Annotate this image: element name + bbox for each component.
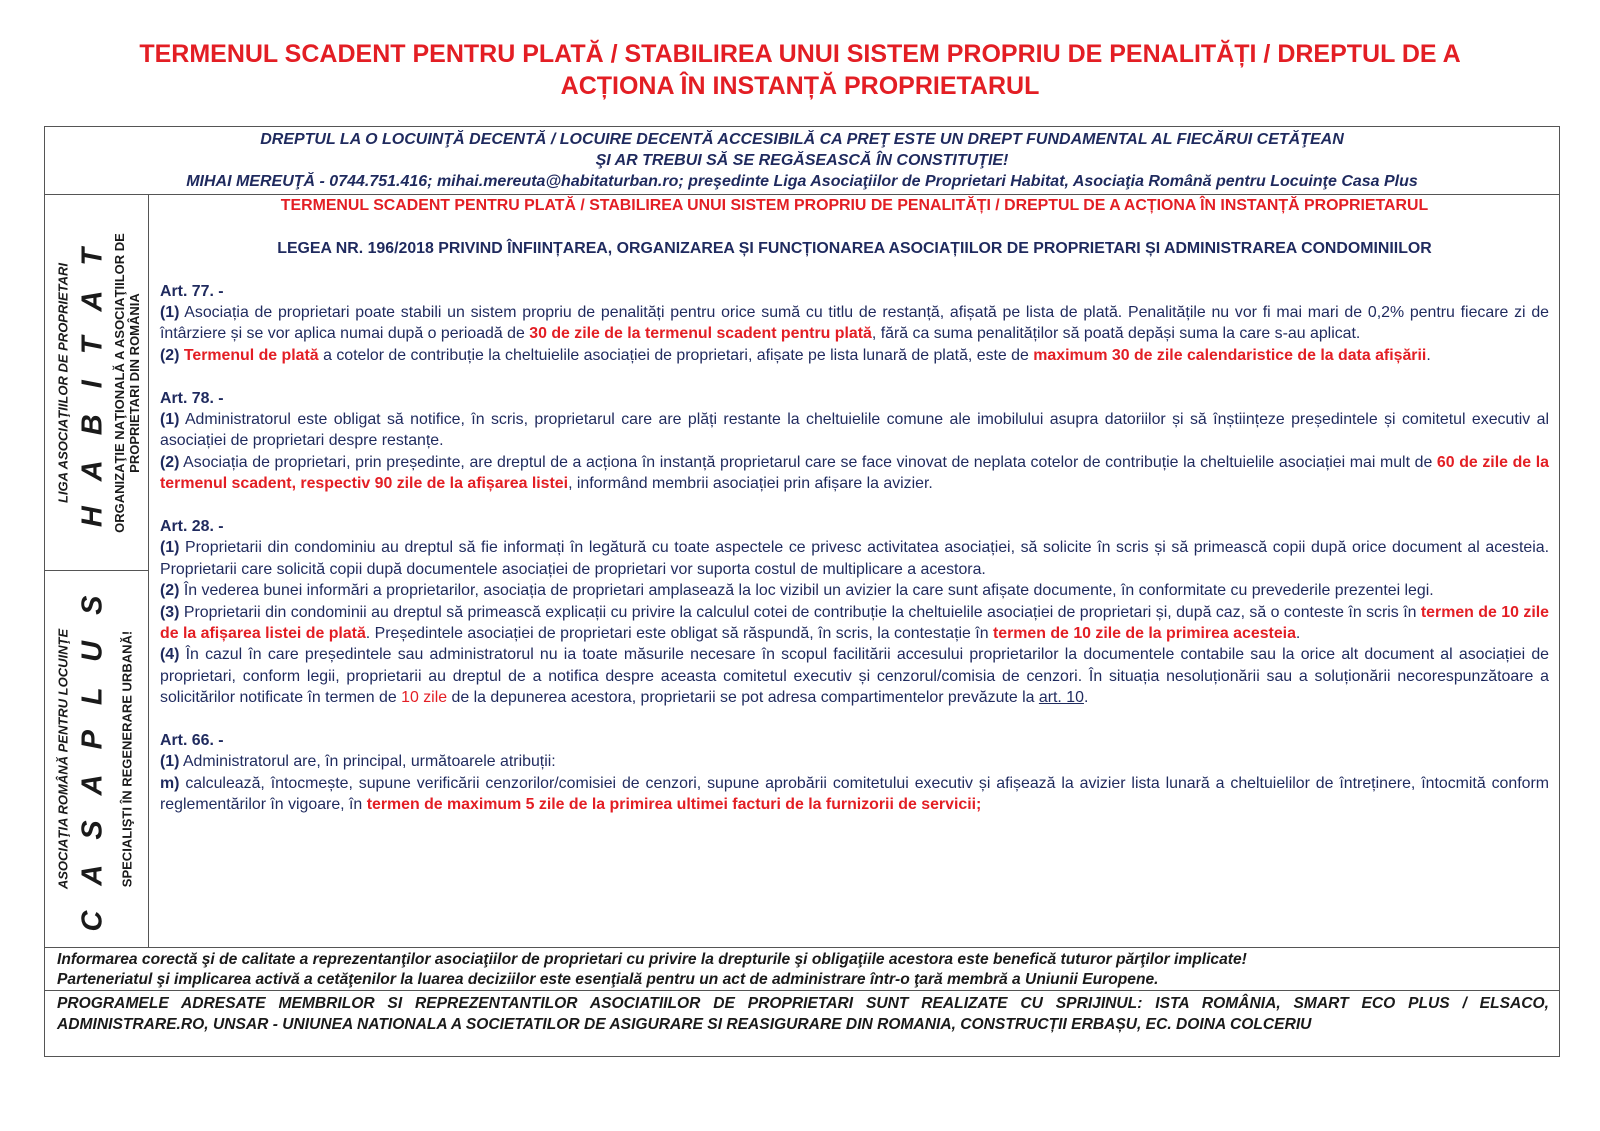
casa-plus-assoc-label: ASOCIAŢIA ROMÂNĂ PENTRU LOCUINŢE: [55, 628, 71, 890]
footer-sponsors: [45, 991, 1559, 1056]
page-title-line2: ACȚIONA ÎN INSTANȚĂ PROPRIETARUL: [560, 72, 1040, 100]
art-28-para-4: (4) În cazul în care președintele sau administratorul nu ia toate măsurile necesare în scopul facilitării accesului proprietarilor la documentele contabile sau la orice alt document al asociației de proprietari, conform legii, proprietarii au dreptul de a notifica despre aceasta comitetul executiv și cenzorul/comisia de cenzori. În situația nesoluționării sau a soluționării necorespunzătoare a solicitărilor notificate în termen de 10 zile de la depunerea acestora, proprietarii se pot adresa compartimentelor prevăzute la art. 10.: [160, 646, 1549, 707]
habitat-org-line2: PROPRIETARI DIN ROMÂNIA: [127, 293, 142, 473]
habitat-logo-text: H A B I T A T: [76, 238, 109, 528]
casa-plus-tagline: SPECIALIŞTI ÎN REGENERARE URBANĂ!: [119, 630, 135, 888]
art-28-para-2: (2) În vederea bunei informări a proprietarilor, asociația de proprietari amplasează la loc vizibil un avizier la care sunt afișate documente, în conformitate cu prevederile prezentei legi.: [160, 582, 1434, 600]
main-content: [149, 195, 1559, 947]
art-10-link[interactable]: art. 10: [1038, 689, 1084, 707]
header-line2: ŞI AR TREBUI SĂ SE REGĂSEASCĂ ÎN CONSTITUŢIE!: [595, 152, 1009, 169]
habitat-league-label: LIGA ASOCIAŢIILOR DE PROPRIETARI: [55, 262, 71, 504]
art-77-para-2: (2) Termenul de plată a cotelor de contribuție la cheltuielile asociației de proprietari, afișate pe lista lunară de plată, este de maximum 30 de zile calendaristice de la data afișării.: [160, 346, 1431, 364]
footer-info-line2: Parteneriatul şi implicarea activă a cetăţenilor la luarea deciziilor este esenţială pentru un act de administrare într-o ţară membră a Uniunii Europene.: [57, 971, 1159, 988]
art-28-para-1: (1) Proprietarii din condominiu au dreptul să fie informați în legătură cu toate aspectele ce privesc activitatea asociației, să solicite în scris și să primească copii după orice document al acesteia. Proprietarii care solicită copii după documentele asociației de proprietari vor suporta costul de multiplicare a acestora.: [160, 539, 1549, 578]
document-frame: [44, 126, 1560, 1057]
art-78-title: Art. 78. -: [160, 389, 224, 407]
art-77-para-1: (1) Asociația de proprietari poate stabili un sistem propriu de penalități pentru orice sumă cu titlu de restanță, afișată pe lista de plată. Penalitățile nu vor fi mai mari de 0,2% pentru fiecare zi de întârziere și se vor aplica numai după o perioadă de 30 de zile de la termenul scadent pentru plată, fără ca suma penalităților să poată depăși suma la care s-au aplicat.: [160, 304, 1549, 343]
art-66-title: Art. 66. -: [160, 732, 224, 750]
art-66-para-m: m) calculează, întocmește, supune verificării cenzorilor/comisiei de cenzori, supune aprobării comitetului executiv și afișează la avizier lista lunară a cheltuielilor de întreținere, întocmită conform reglementărilor în vigoare, în termen de maximum 5 zile de la primirea ultimei facturi de la furnizorii de servicii;: [160, 774, 1549, 814]
art-28-title: Art. 28. -: [160, 518, 224, 536]
page-title-line1: TERMENUL SCADENT PENTRU PLATĂ / STABILIREA UNUI SISTEM PROPRIU DE PENALITĂȚI / DREPTUL DE A: [139, 40, 1461, 68]
footer-info-line1: Informarea corectă şi de calitate a reprezentanţilor asociaţiilor de proprietari cu privire la drepturile şi obligaţiile acestora este benefică tuturor părţilor implicate!: [57, 951, 1247, 968]
header-contact: MIHAI MEREUŢĂ - 0744.751.416; mihai.mereuta@habitaturban.ro; preşedinte Liga Asociaţiilor de Proprietari Habitat, Asociaţia Română pentru Locuinţe Casa Plus: [186, 173, 1418, 190]
art-78-para-1: (1) Administratorul este obligat să notifice, în scris, proprietarul care are plăți restante la cheltuielile comune ale imobilului asupra datoriilor și să înștiințeze președintele și comitetul executiv al asociației de proprietari despre restanțe.: [160, 411, 1549, 450]
art-77-title: Art. 77. -: [160, 282, 224, 300]
sidebar-habitat: [45, 195, 149, 571]
sidebar-casa-plus: [45, 571, 149, 947]
habitat-org-label: [112, 233, 142, 533]
casa-plus-logo-text: C A S A P L U S: [76, 586, 109, 932]
footer-info: [45, 947, 1559, 991]
page-title: [60, 38, 1540, 102]
header-box: [45, 127, 1559, 195]
law-title: LEGEA NR. 196/2018 PRIVIND ÎNFIINȚAREA, ORGANIZAREA ȘI FUNCȚIONAREA ASOCIAȚIILOR DE PROPRIETARI ȘI ADMINISTRAREA CONDOMINIILOR: [277, 239, 1432, 257]
art-28-para-3: (3) Proprietarii din condominii au dreptul să primească explicații cu privire la calculul cotei de contribuție la cheltuielile asociației de proprietari și, după caz, să o conteste în scris în termen de 10 zile de la afișarea listei de plată. Președintele asociației de proprietari este obligat să răspundă, în scris, la contestație în termen de 10 zile de la primirea acesteia.: [160, 603, 1549, 643]
header-line1: DREPTUL LA O LOCUINŢĂ DECENTĂ / LOCUIRE DECENTĂ ACCESIBILĂ CA PREŢ ESTE UN DREPT FUNDAMENTAL AL FIECĂRUI CETĂŢEAN: [260, 131, 1344, 148]
inner-title: TERMENUL SCADENT PENTRU PLATĂ / STABILIREA UNUI SISTEM PROPRIU DE PENALITĂȚI / DREPTUL DE A ACȚIONA ÎN INSTANȚĂ PROPRIETARUL: [280, 197, 1429, 214]
footer-sponsors-text: PROGRAMELE ADRESATE MEMBRILOR SI REPREZENTANTILOR ASOCIATIILOR DE PROPRIETARI SUNT REALIZATE CU SPRIJINUL: ISTA ROMÂNIA, SMART ECO PLUS / ELSACO, ADMINISTRARE.RO, UNSAR - UNIUNEA NATIONALA A SOCIETATILOR DE ASIGURARE SI REASIGURARE DIN ROMANIA, CONSTRUCȚII ERBAȘU, EC. DOINA COLCERIU: [57, 995, 1549, 1033]
art-78-para-2: (2) Asociația de proprietari, prin președinte, are dreptul de a acționa în instanță proprietarul care se face vinovat de neplata cotelor de contribuție la cheltuielile asociației mai mult de 60 de zile de la termenul scadent, respectiv 90 zile de la afișarea listei, informând membrii asociației prin afișare la avizier.: [160, 453, 1549, 493]
habitat-org-line1: ORGANIZAŢIE NAŢIONALĂ A ASOCIAŢIILOR DE: [112, 233, 127, 533]
art-66-para-1: (1) Administratorul are, în principal, următoarele atribuții:: [160, 753, 556, 771]
